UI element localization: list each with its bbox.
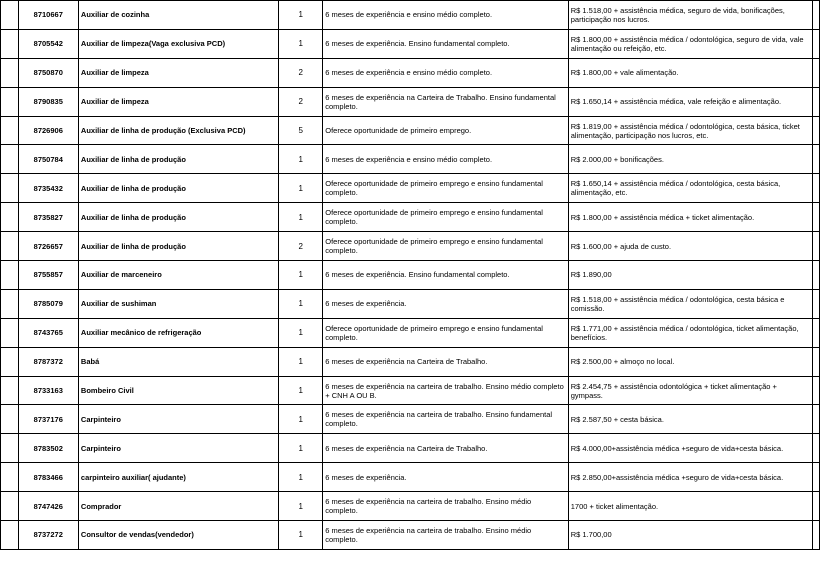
vacancy-count-cell: 1 <box>279 318 323 347</box>
row-edge-cell <box>813 463 820 492</box>
row-edge-cell <box>813 203 820 232</box>
table-row <box>1 376 820 405</box>
row-edge-cell <box>813 116 820 145</box>
row-margin-cell <box>1 492 19 521</box>
row-margin-cell <box>1 87 19 116</box>
job-title-cell: Auxiliar de limpeza <box>78 58 278 87</box>
job-code-cell: 8750870 <box>18 58 78 87</box>
job-code-cell: 8783466 <box>18 463 78 492</box>
table-row <box>1 116 820 145</box>
requirements-cell: Oferece oportunidade de primeiro emprego e ensino fundamental completo. <box>323 174 568 203</box>
job-code-cell: 8743765 <box>18 318 78 347</box>
row-edge-cell <box>813 58 820 87</box>
vacancy-count-cell: 1 <box>279 347 323 376</box>
table-row <box>1 1 820 30</box>
job-title-cell: Auxiliar de marceneiro <box>78 261 278 290</box>
row-margin-cell <box>1 29 19 58</box>
salary-benefits-cell: R$ 1.800,00 + assistência médica + ticket alimentação. <box>568 203 812 232</box>
job-title-cell: Auxiliar de linha de produção <box>78 145 278 174</box>
requirements-cell: 6 meses de experiência e ensino médio completo. <box>323 1 568 30</box>
row-margin-cell <box>1 145 19 174</box>
table-row <box>1 232 820 261</box>
vacancy-count-cell: 1 <box>279 289 323 318</box>
salary-benefits-cell: R$ 1.600,00 + ajuda de custo. <box>568 232 812 261</box>
job-title-cell: Auxiliar de cozinha <box>78 1 278 30</box>
job-title-cell: Auxiliar de linha de produção <box>78 174 278 203</box>
table-row <box>1 318 820 347</box>
requirements-cell: 6 meses de experiência. Ensino fundamental completo. <box>323 261 568 290</box>
row-margin-cell <box>1 376 19 405</box>
requirements-cell: 6 meses de experiência na Carteira de Trabalho. <box>323 347 568 376</box>
job-title-cell: Consultor de vendas(vendedor) <box>78 521 278 550</box>
salary-benefits-cell: R$ 1.800,00 + vale alimentação. <box>568 58 812 87</box>
requirements-cell: Oferece oportunidade de primeiro emprego. <box>323 116 568 145</box>
row-margin-cell <box>1 434 19 463</box>
job-title-cell: Carpinteiro <box>78 405 278 434</box>
row-margin-cell <box>1 318 19 347</box>
salary-benefits-cell: R$ 2.850,00+assistência médica +seguro de vida+cesta básica. <box>568 463 812 492</box>
vacancy-count-cell: 2 <box>279 87 323 116</box>
job-code-cell: 8737272 <box>18 521 78 550</box>
job-code-cell: 8735827 <box>18 203 78 232</box>
job-title-cell: Auxiliar de limpeza <box>78 87 278 116</box>
row-edge-cell <box>813 492 820 521</box>
requirements-cell: 6 meses de experiência e ensino médio completo. <box>323 58 568 87</box>
row-edge-cell <box>813 405 820 434</box>
row-edge-cell <box>813 174 820 203</box>
job-title-cell: Carpinteiro <box>78 434 278 463</box>
table-row <box>1 261 820 290</box>
vacancy-count-cell: 1 <box>279 174 323 203</box>
job-code-cell: 8705542 <box>18 29 78 58</box>
job-title-cell: Comprador <box>78 492 278 521</box>
salary-benefits-cell: R$ 1.650,14 + assistência médica / odontológica, cesta básica, alimentação, etc. <box>568 174 812 203</box>
table-row <box>1 347 820 376</box>
row-edge-cell <box>813 318 820 347</box>
salary-benefits-cell: R$ 1.819,00 + assistência médica / odontológica, cesta básica, ticket alimentação, participação nos lucros, etc. <box>568 116 812 145</box>
salary-benefits-cell: R$ 4.000,00+assistência médica +seguro de vida+cesta básica. <box>568 434 812 463</box>
vacancy-count-cell: 1 <box>279 405 323 434</box>
requirements-cell: 6 meses de experiência e ensino médio completo. <box>323 145 568 174</box>
vacancy-count-cell: 1 <box>279 492 323 521</box>
requirements-cell: 6 meses de experiência. <box>323 463 568 492</box>
row-margin-cell <box>1 347 19 376</box>
requirements-cell: Oferece oportunidade de primeiro emprego e ensino fundamental completo. <box>323 232 568 261</box>
vacancy-count-cell: 1 <box>279 203 323 232</box>
job-title-cell: Auxiliar de sushiman <box>78 289 278 318</box>
salary-benefits-cell: R$ 1.890,00 <box>568 261 812 290</box>
job-code-cell: 8785079 <box>18 289 78 318</box>
row-margin-cell <box>1 1 19 30</box>
requirements-cell: 6 meses de experiência na Carteira de Trabalho. Ensino fundamental completo. <box>323 87 568 116</box>
vacancy-count-cell: 1 <box>279 376 323 405</box>
table-row <box>1 203 820 232</box>
vacancy-count-cell: 5 <box>279 116 323 145</box>
vacancy-count-cell: 1 <box>279 1 323 30</box>
job-title-cell: carpinteiro auxiliar( ajudante) <box>78 463 278 492</box>
table-row <box>1 492 820 521</box>
row-edge-cell <box>813 145 820 174</box>
table-row <box>1 405 820 434</box>
salary-benefits-cell: R$ 2.454,75 + assistência odontológica + ticket alimentação + gympass. <box>568 376 812 405</box>
vacancy-count-cell: 2 <box>279 232 323 261</box>
row-margin-cell <box>1 463 19 492</box>
row-edge-cell <box>813 289 820 318</box>
table-row <box>1 29 820 58</box>
row-margin-cell <box>1 261 19 290</box>
requirements-cell: 6 meses de experiência. Ensino fundamental completo. <box>323 29 568 58</box>
job-listings-body <box>1 1 820 550</box>
requirements-cell: 6 meses de experiência na carteira de trabalho. Ensino médio completo. <box>323 521 568 550</box>
table-row <box>1 145 820 174</box>
job-code-cell: 8710667 <box>18 1 78 30</box>
vacancy-count-cell: 1 <box>279 261 323 290</box>
job-code-cell: 8790835 <box>18 87 78 116</box>
table-row <box>1 174 820 203</box>
vacancy-count-cell: 1 <box>279 29 323 58</box>
vacancy-count-cell: 1 <box>279 521 323 550</box>
requirements-cell: 6 meses de experiência na carteira de trabalho. Ensino médio completo + CNH A OU B. <box>323 376 568 405</box>
salary-benefits-cell: R$ 2.500,00 + almoço no local. <box>568 347 812 376</box>
row-edge-cell <box>813 29 820 58</box>
salary-benefits-cell: R$ 1.800,00 + assistência médica / odontológica, seguro de vida, vale alimentação ou refeição, etc. <box>568 29 812 58</box>
row-edge-cell <box>813 347 820 376</box>
job-code-cell: 8735432 <box>18 174 78 203</box>
job-title-cell: Auxiliar mecânico de refrigeração <box>78 318 278 347</box>
row-edge-cell <box>813 521 820 550</box>
table-row <box>1 521 820 550</box>
vacancy-count-cell: 1 <box>279 434 323 463</box>
requirements-cell: 6 meses de experiência. <box>323 289 568 318</box>
table-row <box>1 87 820 116</box>
job-title-cell: Babá <box>78 347 278 376</box>
vacancy-count-cell: 2 <box>279 58 323 87</box>
row-margin-cell <box>1 203 19 232</box>
job-code-cell: 8733163 <box>18 376 78 405</box>
salary-benefits-cell: R$ 2.000,00 + bonificações. <box>568 145 812 174</box>
salary-benefits-cell: R$ 1.650,14 + assistência médica, vale refeição e alimentação. <box>568 87 812 116</box>
row-edge-cell <box>813 232 820 261</box>
vacancy-count-cell: 1 <box>279 463 323 492</box>
salary-benefits-cell: R$ 1.771,00 + assistência médica / odontológica, ticket alimentação, benefícios. <box>568 318 812 347</box>
row-edge-cell <box>813 261 820 290</box>
salary-benefits-cell: R$ 1.518,00 + assistência médica / odontológica, cesta básica e comissão. <box>568 289 812 318</box>
table-row <box>1 434 820 463</box>
requirements-cell: 6 meses de experiência na carteira de trabalho. Ensino médio completo. <box>323 492 568 521</box>
job-title-cell: Auxiliar de limpeza(Vaga exclusiva PCD) <box>78 29 278 58</box>
row-margin-cell <box>1 58 19 87</box>
requirements-cell: 6 meses de experiência na carteira de trabalho. Ensino fundamental completo. <box>323 405 568 434</box>
job-code-cell: 8787372 <box>18 347 78 376</box>
row-margin-cell <box>1 289 19 318</box>
salary-benefits-cell: R$ 2.587,50 + cesta básica. <box>568 405 812 434</box>
requirements-cell: Oferece oportunidade de primeiro emprego e ensino fundamental completo. <box>323 318 568 347</box>
row-edge-cell <box>813 376 820 405</box>
row-margin-cell <box>1 521 19 550</box>
job-code-cell: 8783502 <box>18 434 78 463</box>
table-row <box>1 289 820 318</box>
requirements-cell: 6 meses de experiência na Carteira de Trabalho. <box>323 434 568 463</box>
job-title-cell: Auxiliar de linha de produção <box>78 203 278 232</box>
job-code-cell: 8726906 <box>18 116 78 145</box>
row-margin-cell <box>1 232 19 261</box>
job-title-cell: Bombeiro Civil <box>78 376 278 405</box>
row-margin-cell <box>1 405 19 434</box>
salary-benefits-cell: 1700 + ticket alimentação. <box>568 492 812 521</box>
table-row <box>1 58 820 87</box>
job-code-cell: 8750784 <box>18 145 78 174</box>
salary-benefits-cell: R$ 1.518,00 + assistência médica, seguro de vida, bonificações, participação nos lucros. <box>568 1 812 30</box>
row-edge-cell <box>813 87 820 116</box>
row-margin-cell <box>1 116 19 145</box>
job-code-cell: 8737176 <box>18 405 78 434</box>
requirements-cell: Oferece oportunidade de primeiro emprego e ensino fundamental completo. <box>323 203 568 232</box>
job-code-cell: 8747426 <box>18 492 78 521</box>
job-code-cell: 8726657 <box>18 232 78 261</box>
row-edge-cell <box>813 1 820 30</box>
salary-benefits-cell: R$ 1.700,00 <box>568 521 812 550</box>
row-edge-cell <box>813 434 820 463</box>
job-title-cell: Auxiliar de linha de produção <box>78 232 278 261</box>
vacancy-count-cell: 1 <box>279 145 323 174</box>
row-margin-cell <box>1 174 19 203</box>
table-row <box>1 463 820 492</box>
job-code-cell: 8755857 <box>18 261 78 290</box>
job-title-cell: Auxiliar de linha de produção (Exclusiva PCD) <box>78 116 278 145</box>
